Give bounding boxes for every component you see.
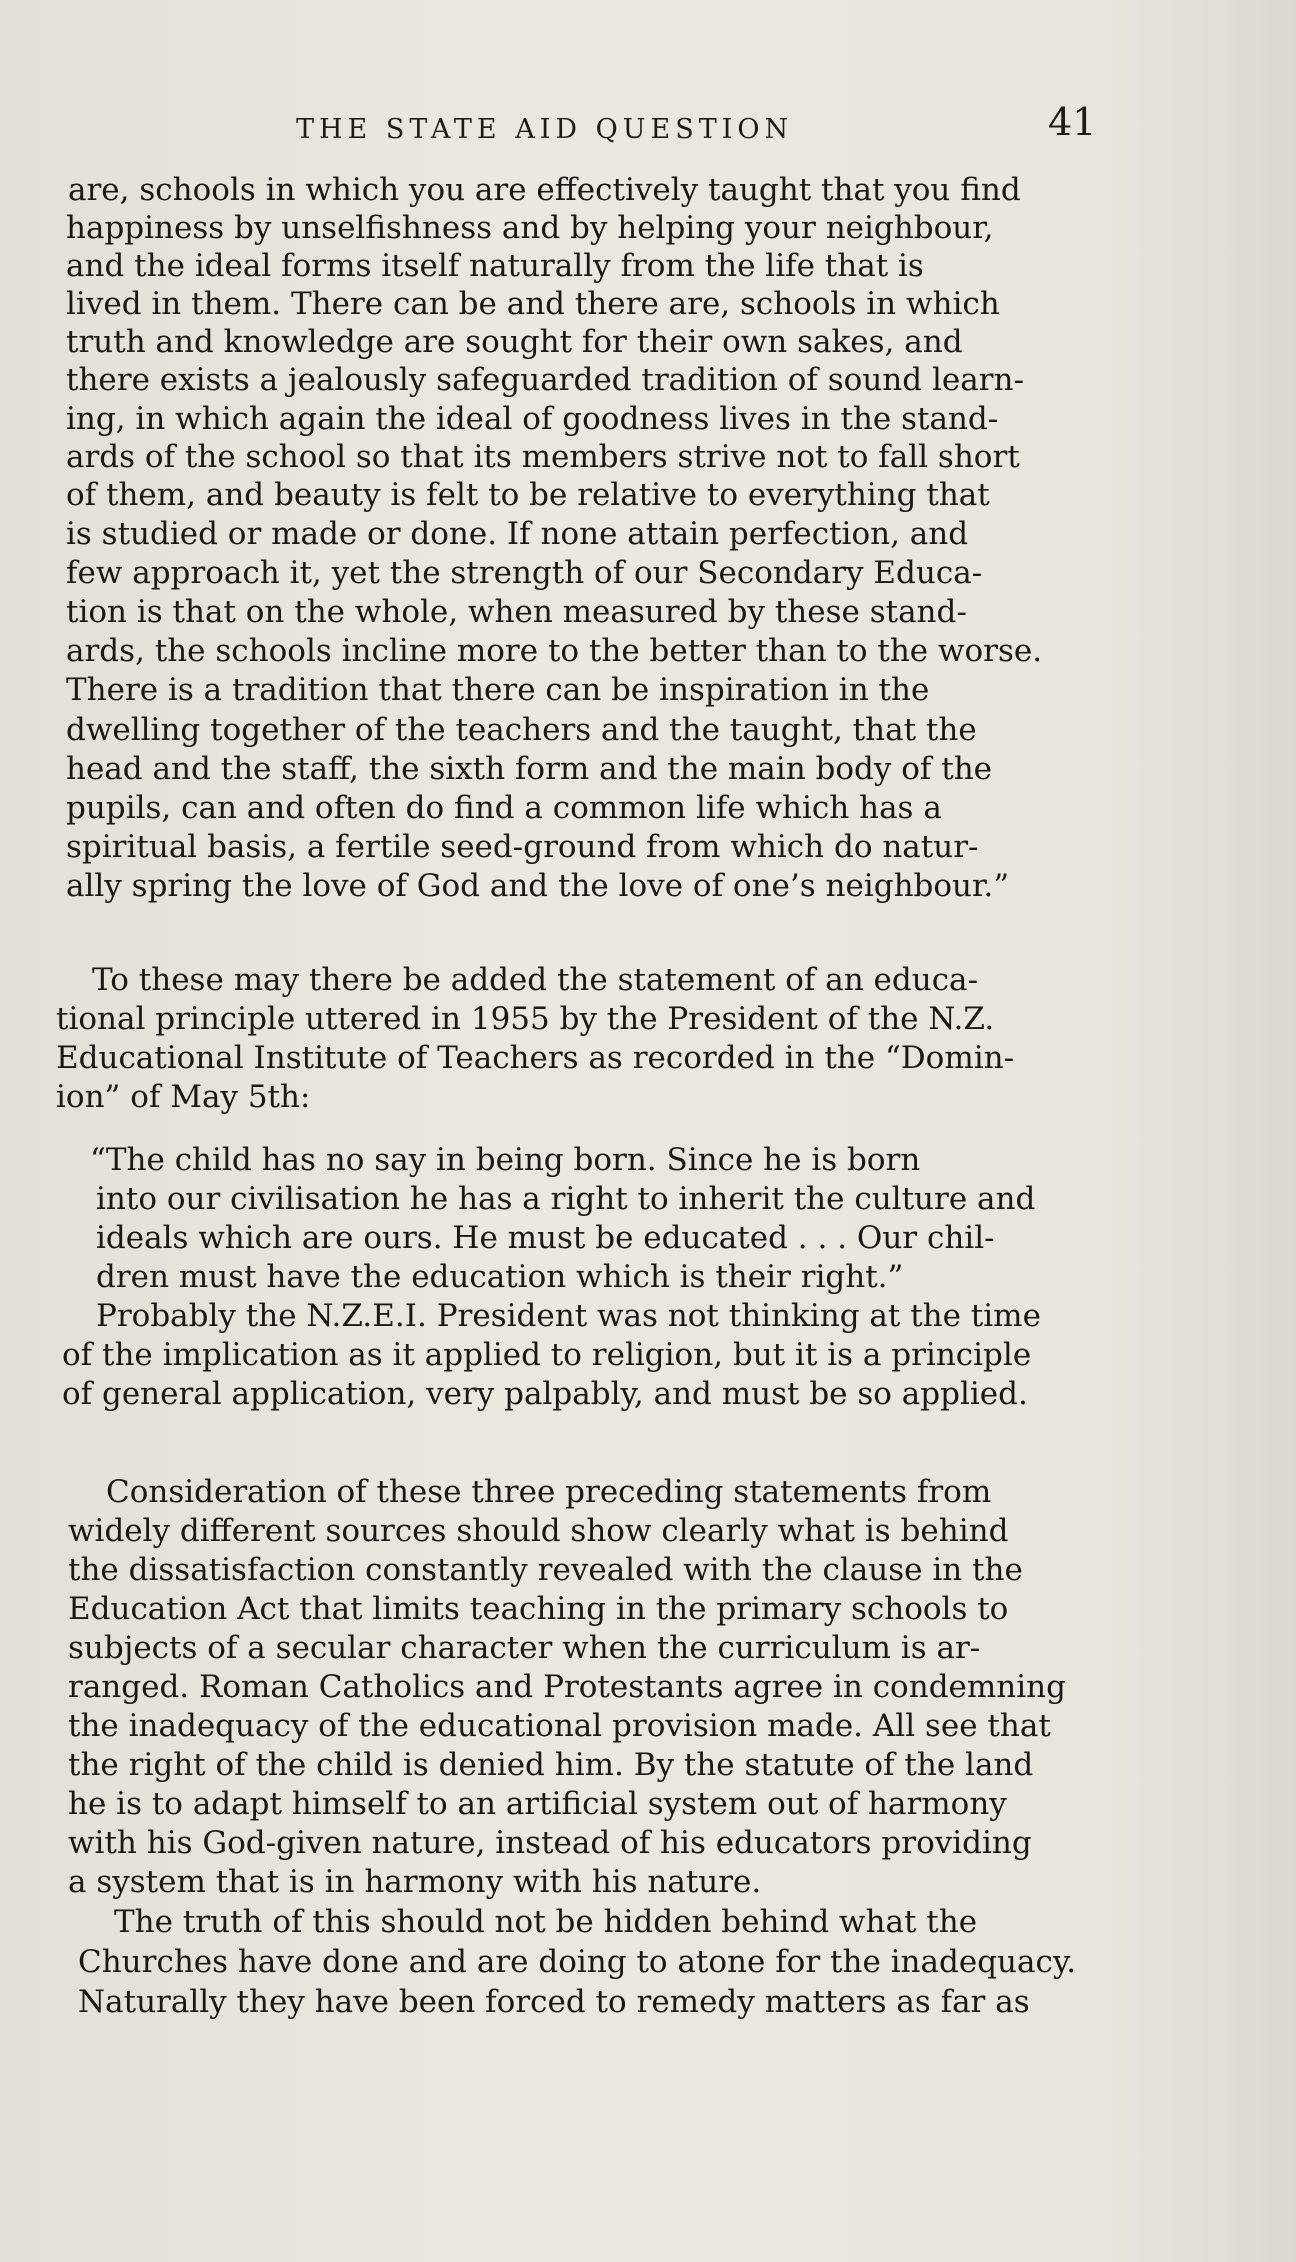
text-line: of them, and beauty is felt to be relative to everything that [66,477,990,513]
text-line: tion is that on the whole, when measured by these stand- [66,594,967,630]
text-line: The truth of this should not be hidden behind what the [114,1904,978,1940]
text-line: he is to adapt himself to an artificial system out of harmony [68,1786,1007,1822]
text-line: Education Act that limits teaching in the primary schools to [68,1591,1009,1627]
text-line: few approach it, yet the strength of our Secondary Educa- [66,555,983,591]
text-line: pupils, can and often do find a common life which has a [66,790,942,826]
text-line: and the ideal forms itself naturally from the life that is [66,248,924,284]
text-line: Churches have done and are doing to atone for the inadequacy. [78,1944,1077,1980]
text-line: ards, the schools incline more to the better than to the worse. [66,633,1043,669]
text-line: the dissatisfaction constantly revealed with the clause in the [68,1552,1023,1588]
text-line: widely different sources should show clearly what is behind [68,1513,1009,1549]
text-line: head and the staff, the sixth form and the main body of the [66,751,993,787]
running-title: THE STATE AID QUESTION [296,114,794,145]
text-line: ion” of May 5th: [56,1079,311,1115]
text-line: are, schools in which you are effectively taught that you find [68,172,1021,208]
text-line: Naturally they have been forced to remedy matters as far as [78,1984,1030,2020]
text-line: ally spring the love of God and the love of one’s neighbour.” [66,868,1010,904]
text-line: happiness by unselfishness and by helping your neighbour, [66,210,994,246]
text-line: truth and knowledge are sought for their own sakes, and [66,324,963,360]
text-line: ranged. Roman Catholics and Protestants agree in condemning [68,1669,1066,1705]
text-line: tional principle uttered in 1955 by the President of the N.Z. [56,1001,995,1037]
text-line: the right of the child is denied him. By the statute of the land [68,1747,1034,1783]
text-line: Probably the N.Z.E.I. President was not thinking at the time [96,1298,1041,1334]
text-line: Consideration of these three preceding statements from [106,1474,992,1510]
text-line: There is a tradition that there can be inspiration in the [66,672,930,708]
text-line: is studied or made or done. If none attain perfection, and [66,516,969,552]
text-line: ideals which are ours. He must be educated . . . Our chil- [96,1220,995,1256]
text-line: subjects of a secular character when the curriculum is ar- [68,1630,981,1666]
text-line: spiritual basis, a fertile seed-ground from which do natur- [66,829,979,865]
text-line: there exists a jealously safeguarded tradition of sound learn- [66,362,1024,398]
text-line: To these may there be added the statement of an educa- [92,962,979,998]
text-line: dwelling together of the teachers and the taught, that the [66,712,977,748]
text-line: “The child has no say in being born. Since he is born [90,1142,921,1178]
text-line: the inadequacy of the educational provision made. All see that [68,1708,1051,1744]
page-number: 41 [1048,100,1097,144]
text-line: Educational Institute of Teachers as recorded in the “Domin- [56,1040,1015,1076]
text-line: of general application, very palpably, and must be so applied. [62,1376,1028,1412]
text-line: of the implication as it applied to religion, but it is a principle [62,1337,1032,1373]
text-line: ards of the school so that its members strive not to fall short [66,439,1020,475]
text-line: a system that is in harmony with his nature. [68,1864,762,1900]
text-line: ing, in which again the ideal of goodness lives in the stand- [66,401,999,437]
text-line: with his God-given nature, instead of his educators providing [68,1825,1032,1861]
text-line: dren must have the education which is their right.” [96,1259,904,1295]
text-line: lived in them. There can be and there are, schools in which [66,286,1000,322]
text-line: into our civilisation he has a right to inherit the culture and [96,1181,1036,1217]
